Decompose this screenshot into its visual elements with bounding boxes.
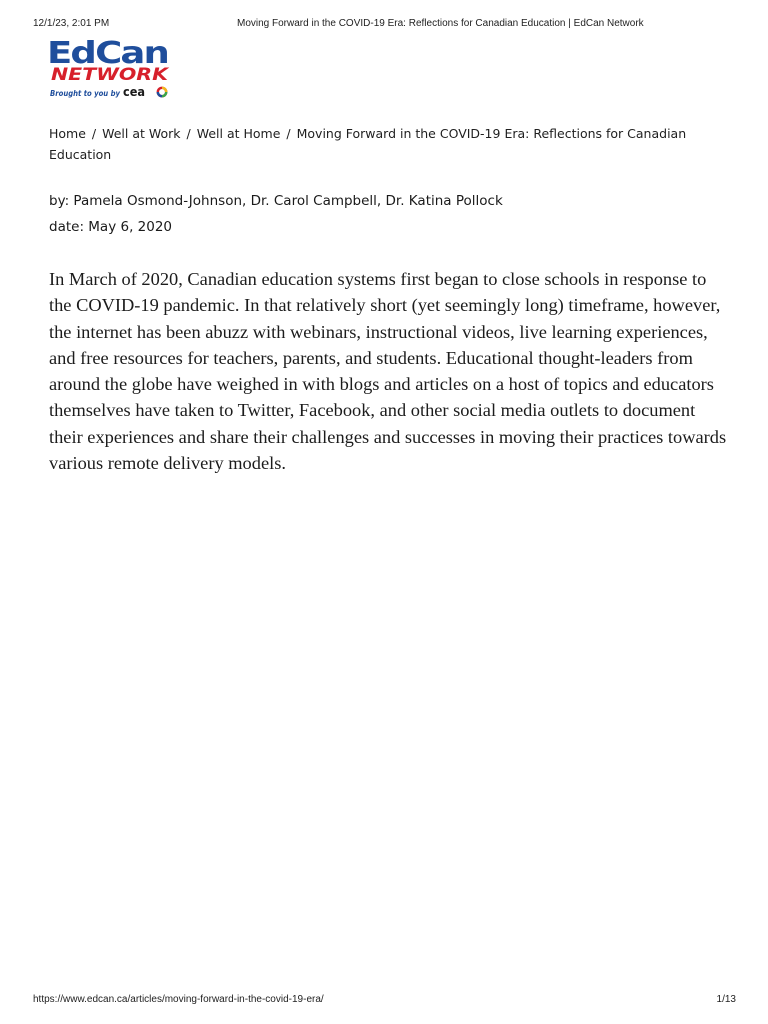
print-datetime: 12/1/23, 2:01 PM	[33, 18, 110, 29]
article-date: date: May 6, 2020	[49, 219, 173, 235]
print-page-url: https://www.edcan.ca/articles/moving-forward-in-the-covid-19-era/	[33, 994, 324, 1005]
logo-edcan-text: EdCan	[47, 38, 169, 71]
cea-color-ring-icon	[158, 88, 166, 96]
breadcrumb-home-link[interactable]: Home	[49, 126, 86, 141]
breadcrumb-well-at-home-link[interactable]: Well at Home	[196, 126, 281, 141]
article-byline: by: Pamela Osmond-Johnson, Dr. Carol Campbell, Dr. Katina Pollock	[49, 193, 503, 209]
logo-tagline-text: Brought to you by	[50, 89, 122, 98]
article-paragraph: In March of 2020, Canadian education systems first began to close schools in response to the COVID-19 pandemic. In that relatively short (yet seemingly long) timeframe, however, the internet has been abuzz with webinars, instructional videos, live learning experiences, and free resources for teachers, parents, and students. Educational thought-leaders from around the globe have weighed in with blogs and articles on a host of topics and educators themselves have taken to Twitter, Facebook, and other social media outlets to document their experiences and share their challenges and successes in moving their practices towards various remote delivery models.	[49, 269, 727, 474]
logo-network-text: NETWORK	[51, 65, 171, 85]
breadcrumb-separator: /	[91, 126, 97, 141]
breadcrumb	[49, 123, 709, 165]
breadcrumb-separator: /	[186, 126, 191, 141]
print-page-title: Moving Forward in the COVID-19 Era: Reflections for Canadian Education | EdCan Network	[237, 18, 644, 29]
edcan-logo-graphic	[47, 38, 172, 100]
breadcrumb-current-page: Moving Forward in the COVID-19 Era: Reflections for Canadian Education	[49, 126, 687, 162]
print-footer	[33, 994, 736, 1008]
print-header	[33, 18, 738, 32]
edcan-network-logo[interactable]	[47, 38, 172, 100]
breadcrumb-separator: /	[286, 126, 291, 141]
logo-cea-text: cea	[123, 85, 145, 99]
print-page-number: 1/13	[716, 994, 736, 1005]
breadcrumb-well-at-work-link[interactable]: Well at Work	[102, 126, 181, 141]
